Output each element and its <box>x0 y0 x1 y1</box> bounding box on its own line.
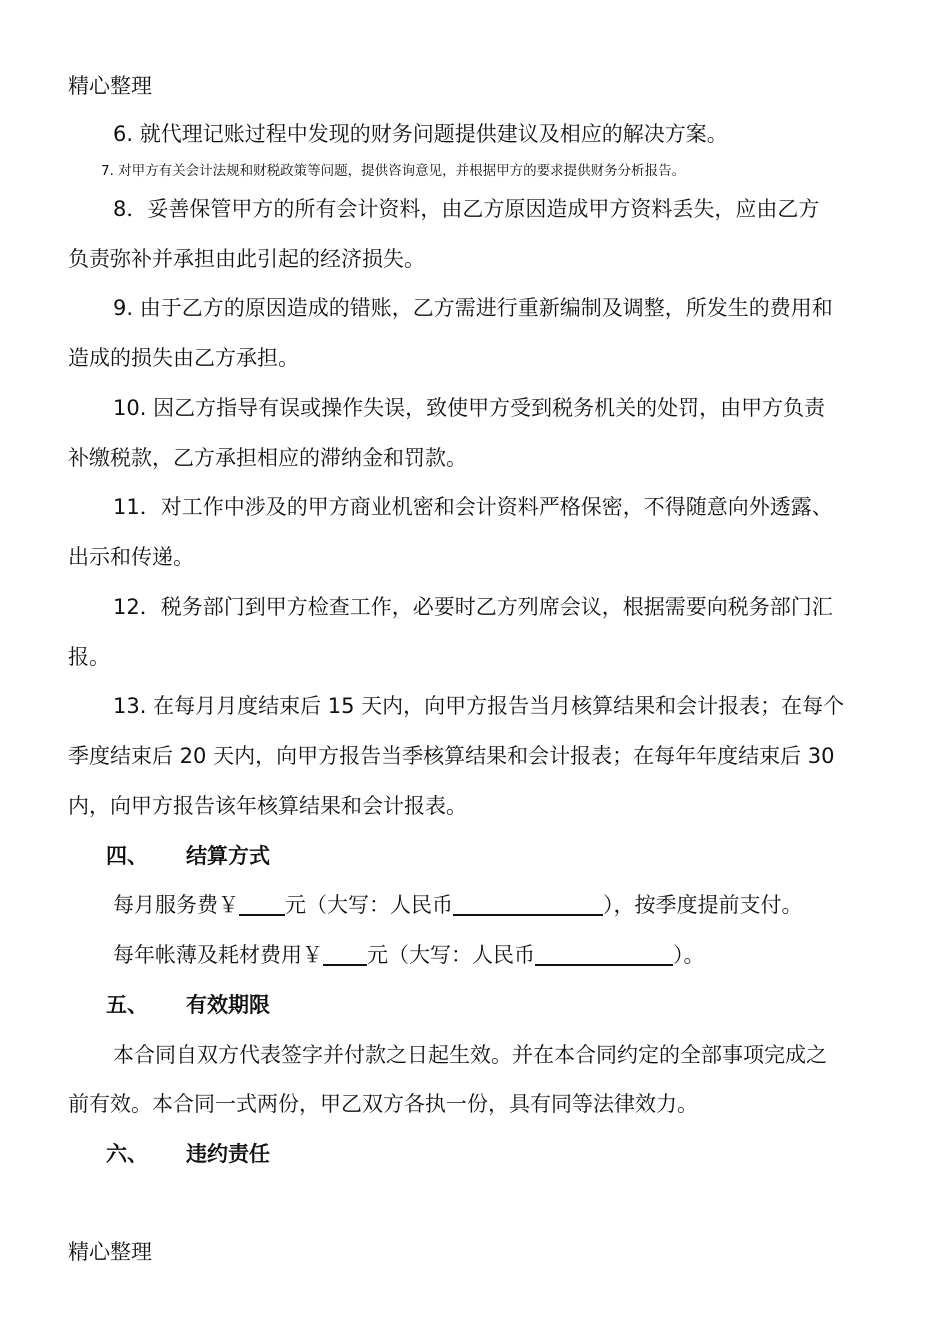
book-fee-suffix: ）。 <box>673 943 705 967</box>
clause-10-line1: 10. 因乙方指导有误或操作失误，致使甲方受到税务机关的处罚，由甲方负责 <box>113 396 826 420</box>
section-5-title: 有效期限 <box>186 993 270 1017</box>
clause-13-line2: 季度结束后 20 天内，向甲方报告当季核算结果和会计报表；在每年年度结束后 30 <box>68 744 835 768</box>
clause-11-line2: 出示和传递。 <box>68 545 194 569</box>
clause-13-line1: 13. 在每月月度结束后 15 天内，向甲方报告当月核算结果和会计报表；在每个 <box>113 694 845 718</box>
section-6-number: 六、 <box>106 1142 148 1166</box>
section-6-heading <box>106 1140 270 1168</box>
monthly-fee-amount-blank[interactable] <box>239 894 285 916</box>
section-4-number: 四、 <box>106 844 148 868</box>
clause-8-line2: 负责弥补并承担由此引起的经济损失。 <box>68 247 425 271</box>
section-5-line1: 本合同自双方代表签字并付款之日起生效。并在本合同约定的全部事项完成之 <box>113 1043 827 1067</box>
book-fee-uppercase-blank[interactable] <box>535 944 673 966</box>
clause-10-line2: 补缴税款，乙方承担相应的滞纳金和罚款。 <box>68 446 467 470</box>
clause-9-line2: 造成的损失由乙方承担。 <box>68 346 299 370</box>
clause-12-line2: 报。 <box>68 645 110 669</box>
clause-9-line1: 9. 由于乙方的原因造成的错账，乙方需进行重新编制及调整，所发生的费用和 <box>113 296 833 320</box>
monthly-fee-suffix: ），按季度提前支付。 <box>603 893 803 917</box>
book-fee-amount-blank[interactable] <box>323 944 367 966</box>
section-6-title: 违约责任 <box>186 1142 270 1166</box>
section-5-heading <box>106 991 270 1019</box>
book-fee-prefix: 每年帐薄及耗材费用￥ <box>113 943 323 967</box>
section-4-heading <box>106 842 270 870</box>
clause-8-line1: 8．妥善保管甲方的所有会计资料，由乙方原因造成甲方资料丢失，应由乙方 <box>113 197 820 221</box>
clause-13-line3: 内，向甲方报告该年核算结果和会计报表。 <box>68 794 467 818</box>
clause-12-line1: 12．税务部门到甲方检查工作，必要时乙方列席会议，根据需要向税务部门汇 <box>113 595 833 619</box>
book-fee-mid: 元（大写：人民币 <box>367 943 535 967</box>
monthly-fee-line <box>113 891 803 919</box>
clause-7: 7. 对甲方有关会计法规和财税政策等问题，提供咨询意见，并根据甲方的要求提供财务分析报告。 <box>101 163 686 179</box>
monthly-fee-uppercase-blank[interactable] <box>453 894 603 916</box>
monthly-fee-prefix: 每月服务费￥ <box>113 893 239 917</box>
section-4-title: 结算方式 <box>186 844 270 868</box>
page-footer: 精心整理 <box>68 1240 152 1264</box>
clause-11-line1: 11．对工作中涉及的甲方商业机密和会计资料严格保密，不得随意向外透露、 <box>113 495 833 519</box>
section-5-number: 五、 <box>106 993 148 1017</box>
annual-book-fee-line <box>113 941 705 969</box>
page-header: 精心整理 <box>68 74 152 98</box>
section-5-line2: 前有效。本合同一式两份，甲乙双方各执一份，具有同等法律效力。 <box>68 1092 698 1116</box>
monthly-fee-mid: 元（大写：人民币 <box>285 893 453 917</box>
clause-6: 6. 就代理记账过程中发现的财务问题提供建议及相应的解决方案。 <box>113 122 728 146</box>
